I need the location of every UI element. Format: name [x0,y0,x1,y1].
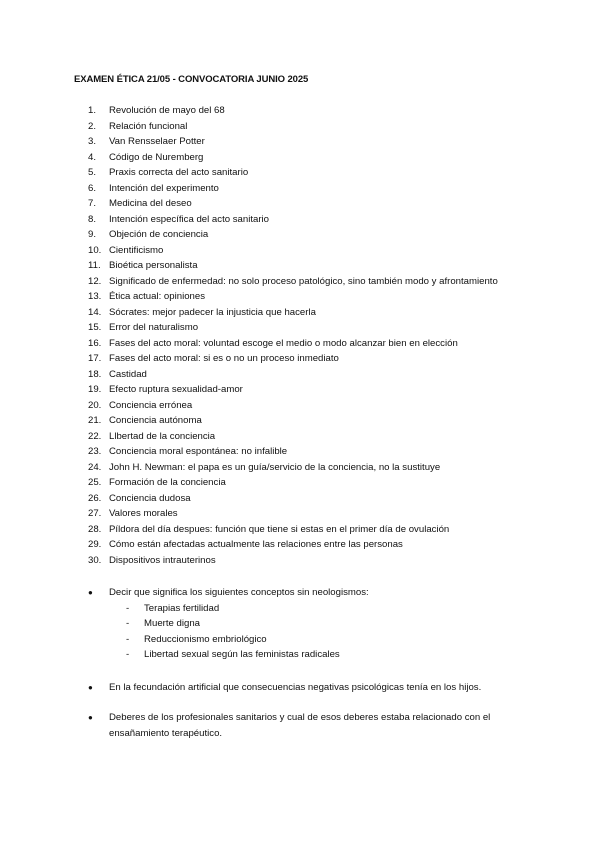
item-text: Revolución de mayo del 68 [109,105,225,116]
item-number: 28. [88,523,102,535]
bullet-dot-icon: ● [88,683,93,692]
exam-title: EXAMEN ÉTICA 21/05 - CONVOCATORIA JUNIO 2025 [74,74,309,85]
list-item [88,413,498,429]
list-item [88,320,498,336]
bullet-text: Deberes de los profesionales sanitarios y cual de esos deberes estaba relacionado con el ensañamiento terapéutico. [109,712,491,739]
item-number: 1. [88,105,97,116]
item-number: 2. [88,120,97,132]
item-text: Van Rensselaer Potter [109,136,205,147]
item-text: Praxis correcta del acto sanitario [109,167,249,178]
item-text: Conciencia moral espontánea: no infalible [109,446,288,457]
item-number: 10. [88,244,102,256]
bullet-item [88,585,369,601]
bullet-text: Decir que significa los siguientes conceptos sin neologismos: [109,587,369,598]
bullet-item [88,680,481,696]
item-text: John H. Newman: el papa es un guía/servicio de la conciencia, no la sustituye [109,461,441,473]
sublist-item [126,647,369,663]
list-item [88,181,498,197]
item-text: Conciencia autónoma [109,415,202,426]
list-item [88,165,498,181]
item-number: 8. [88,213,97,225]
item-number: 17. [88,353,102,364]
item-text: Bioética personalista [109,260,198,271]
dash-icon: - [126,618,130,629]
item-number: 6. [88,182,97,194]
item-number: 3. [88,136,97,147]
item-number: 29. [88,539,102,550]
item-text: Valores morales [109,508,178,519]
item-number: 24. [88,461,102,473]
bullet-dot-icon: ● [88,713,93,722]
item-number: 5. [88,167,97,178]
item-number: 4. [88,151,97,163]
item-number: 11. [88,260,101,271]
sublist-item [126,601,369,617]
item-text: Fases del acto moral: si es o no un proceso inmediato [109,353,339,364]
list-item [88,382,498,398]
list-item [88,367,498,383]
list-item [88,103,498,119]
item-number: 26. [88,492,102,504]
bullet-fecundacion [88,680,481,696]
item-number: 15. [88,322,102,333]
item-text: Dispositivos intrauterinos [109,554,216,566]
item-text: Objeción de conciencia [109,229,209,240]
item-text: Relación funcional [109,120,188,132]
list-item [88,506,498,522]
item-number: 18. [88,368,102,380]
item-number: 7. [88,198,97,209]
list-item [88,150,498,166]
item-text: Castidad [109,368,147,380]
bullet-concepts [88,585,369,663]
list-item [88,243,498,259]
list-item [88,444,498,460]
item-text: Ética actual: opiniones [109,291,205,302]
list-item [88,305,498,321]
item-text: Error del naturalismo [109,322,199,333]
concept-sublist [126,601,369,663]
item-number: 9. [88,229,97,240]
bullet-dot-icon: ● [88,588,93,597]
item-text: Formación de la conciencia [109,477,226,488]
list-item [88,537,498,553]
list-item [88,553,498,569]
dash-icon: - [126,649,130,660]
item-number: 20. [88,399,102,411]
item-number: 22. [88,430,102,442]
sublist-text: Muerte digna [144,618,200,629]
item-number: 23. [88,446,102,457]
sublist-text: Terapias fertilidad [144,602,220,614]
list-item [88,351,498,367]
list-item [88,134,498,150]
list-item [88,274,498,290]
item-number: 27. [88,508,102,519]
item-text: Sócrates: mejor padecer la injusticia que hacerla [109,306,316,318]
item-number: 19. [88,384,102,395]
bullet-deberes [88,710,529,741]
item-text: Llbertad de la conciencia [109,430,216,442]
item-number: 30. [88,554,102,566]
dash-icon: - [126,602,130,614]
list-item [88,460,498,476]
item-text: Intención del experimento [109,182,219,194]
item-number: 12. [88,275,102,287]
bullet-text: En la fecundación artificial que consecuencias negativas psicológicas tenía en los hijos. [109,682,482,693]
question-list [88,103,498,568]
list-item [88,522,498,538]
list-item [88,212,498,228]
item-text: Medicina del deseo [109,198,192,209]
item-text: Conciencia dudosa [109,492,191,504]
list-item [88,491,498,507]
list-item [88,429,498,445]
sublist-text: Reduccionismo embriológico [144,633,267,645]
bullet-item [88,710,529,741]
item-number: 16. [88,337,102,349]
item-number: 21. [88,415,102,426]
dash-icon: - [126,633,130,645]
sublist-text: Libertad sexual según las feministas radicales [144,649,340,660]
list-item [88,475,498,491]
list-item [88,119,498,135]
item-number: 14. [88,306,102,318]
list-item [88,196,498,212]
list-item [88,289,498,305]
item-text: Significado de enfermedad: no solo proceso patológico, sino también modo y afrontamiento [109,275,498,287]
list-item [88,227,498,243]
item-text: Píldora del día despues: función que tiene si estas en el primer día de ovulación [109,523,450,535]
item-text: Fases del acto moral: voluntad escoge el medio o modo alcanzar bien en elección [109,337,458,349]
item-number: 13. [88,291,102,302]
item-text: Conciencia errónea [109,399,193,411]
sublist-item [126,632,369,648]
item-text: Cientificismo [109,244,164,256]
list-item [88,258,498,274]
item-text: Intención específica del acto sanitario [109,213,269,225]
item-number: 25. [88,477,102,488]
list-item [88,336,498,352]
list-item [88,398,498,414]
item-text: Código de Nuremberg [109,151,204,163]
item-text: Cómo están afectadas actualmente las relaciones entre las personas [109,539,403,550]
item-text: Efecto ruptura sexualidad-amor [109,384,243,395]
sublist-item [126,616,369,632]
